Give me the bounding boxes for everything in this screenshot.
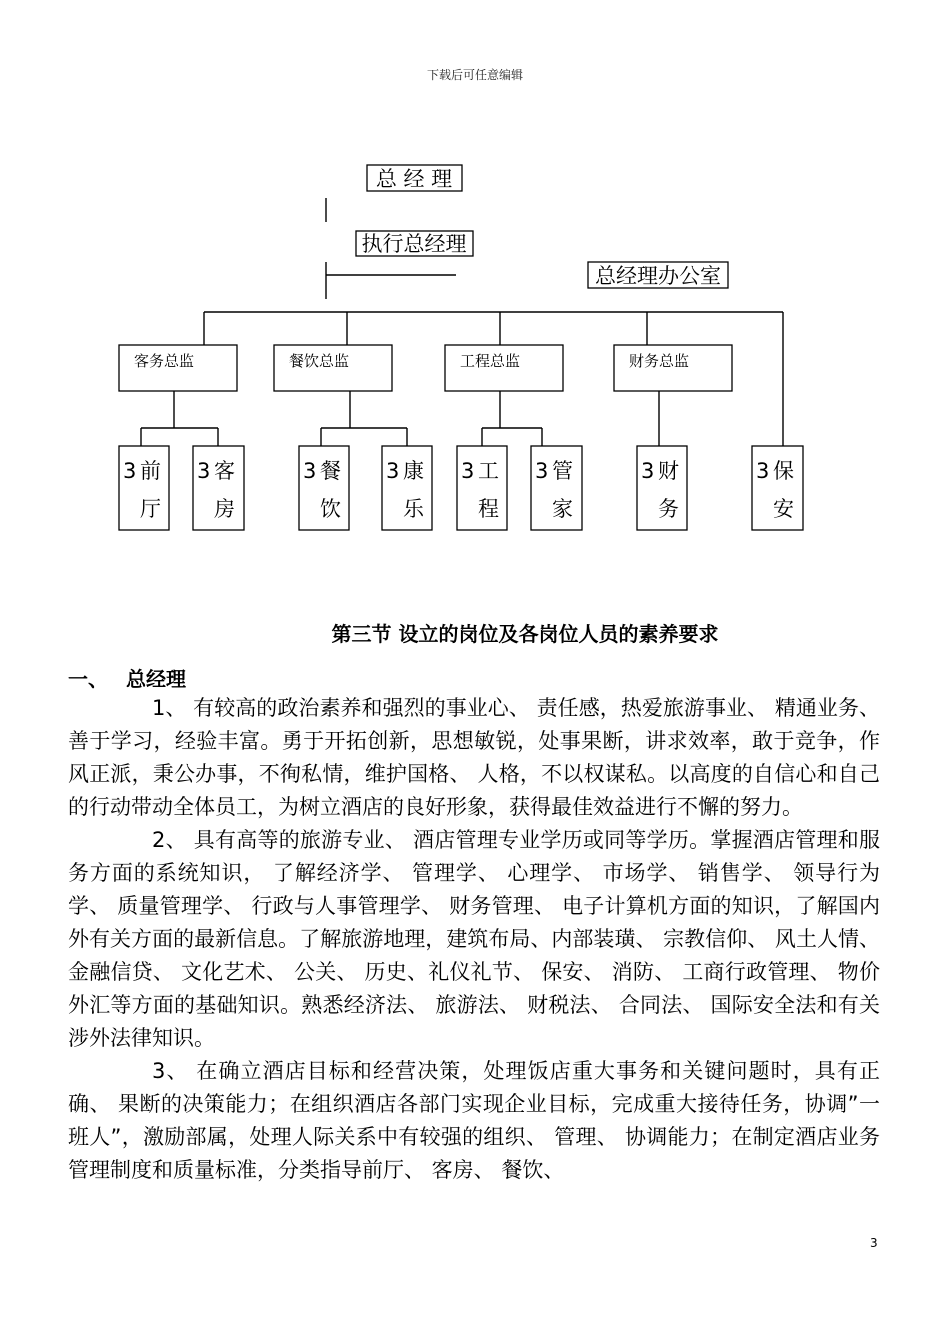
department-line: 客: [214, 459, 235, 483]
department-mark: 3: [535, 459, 549, 483]
department-box: [193, 446, 244, 530]
department-mark: 3: [386, 459, 400, 483]
org-exec-label: 执行总经理: [361, 232, 467, 256]
paragraph: 3、 在确立酒店目标和经营决策，处理饭店重大事务和关键问题时，具有正确、 果断的决策能力；在组织酒店各部门实现企业目标，完成重大接待任务，协调”一班人”，激励部属，处理人际关系中有较强的组织、 管理、 协调能力；在制定酒店业务管理制度和质量标准，分类指导前厅、 客房、 餐饮、: [68, 1059, 880, 1182]
body-text: [68, 692, 880, 1187]
paragraph: 2、 具有高等的旅游专业、 酒店管理专业学历或同等学历。掌握酒店管理和服务方面的系统知识， 了解经济学、 管理学、 心理学、 市场学、 销售学、 领导行为学、 质量管理学、 行政与人事管理学、 财务管理、 电子计算机方面的知识，了解国内外有关方面的最新信息。了解旅游地理，建筑布局、内部装璜、 宗教信仰、 风土人情、 金融信贷、 文化艺术、 公关、 历史、礼仪礼节、 保安、 消防、 工商行政管理、 物价外汇等方面的基础知识。熟悉经济法、 旅游法、 财税法、 合同法、 国际安全法和有关涉外法律知识。: [68, 828, 880, 1050]
department-line: 安: [773, 497, 794, 521]
department-line: 工: [478, 459, 499, 483]
department-line: 前: [140, 459, 161, 483]
director-label: 客务总监: [134, 352, 195, 370]
department-line: 餐: [320, 459, 341, 483]
department-box: [119, 446, 169, 530]
department-line: 程: [478, 497, 499, 521]
department-mark: 3: [123, 459, 137, 483]
heading-text: 总经理: [126, 667, 186, 691]
page-number: 3: [870, 1236, 878, 1250]
paragraph: 1、 有较高的政治素养和强烈的事业心、 责任感，热爱旅游事业、 精通业务、 善于学习，经验丰富。勇于开拓创新，思想敏锐，处事果断，讲求效率，敢于竞争，作风正派，秉公办事，不徇私情，维护国格、 人格，不以权谋私。以高度的自信心和自己的行动带动全体员工，为树立酒店的良好形象，获得最佳效益进行不懈的努力。: [68, 696, 880, 819]
department-mark: 3: [756, 459, 770, 483]
department-box: [382, 446, 432, 530]
department-line: 饮: [320, 497, 341, 521]
department-line: 务: [658, 497, 679, 521]
department-line: 保: [773, 459, 794, 483]
director-label: 餐饮总监: [289, 352, 350, 370]
director-label: 财务总监: [629, 352, 690, 370]
department-mark: 3: [303, 459, 317, 483]
org-top-label: 总 经 理: [375, 167, 453, 191]
department-box: [299, 446, 349, 530]
section-heading: [68, 663, 186, 692]
department-box: [637, 446, 687, 530]
section-title: 第三节 设立的岗位及各岗位人员的素养要求: [331, 622, 719, 646]
department-line: 管: [552, 459, 573, 483]
department-line: 家: [552, 497, 573, 521]
department-box: [531, 446, 582, 530]
director-label: 工程总监: [460, 352, 521, 370]
department-line: 乐: [403, 497, 424, 521]
department-box: [752, 446, 803, 530]
department-mark: 3: [197, 459, 211, 483]
heading-number: 一、: [68, 667, 108, 691]
department-mark: 3: [461, 459, 475, 483]
org-chart: [0, 0, 950, 600]
department-box: [457, 446, 507, 530]
department-line: 财: [658, 459, 679, 483]
department-line: 厅: [140, 497, 161, 521]
department-line: 房: [214, 497, 235, 521]
header-note: 下载后可任意编辑: [426, 68, 523, 82]
department-mark: 3: [641, 459, 655, 483]
department-line: 康: [403, 459, 424, 483]
org-office-label: 总经理办公室: [595, 264, 721, 288]
